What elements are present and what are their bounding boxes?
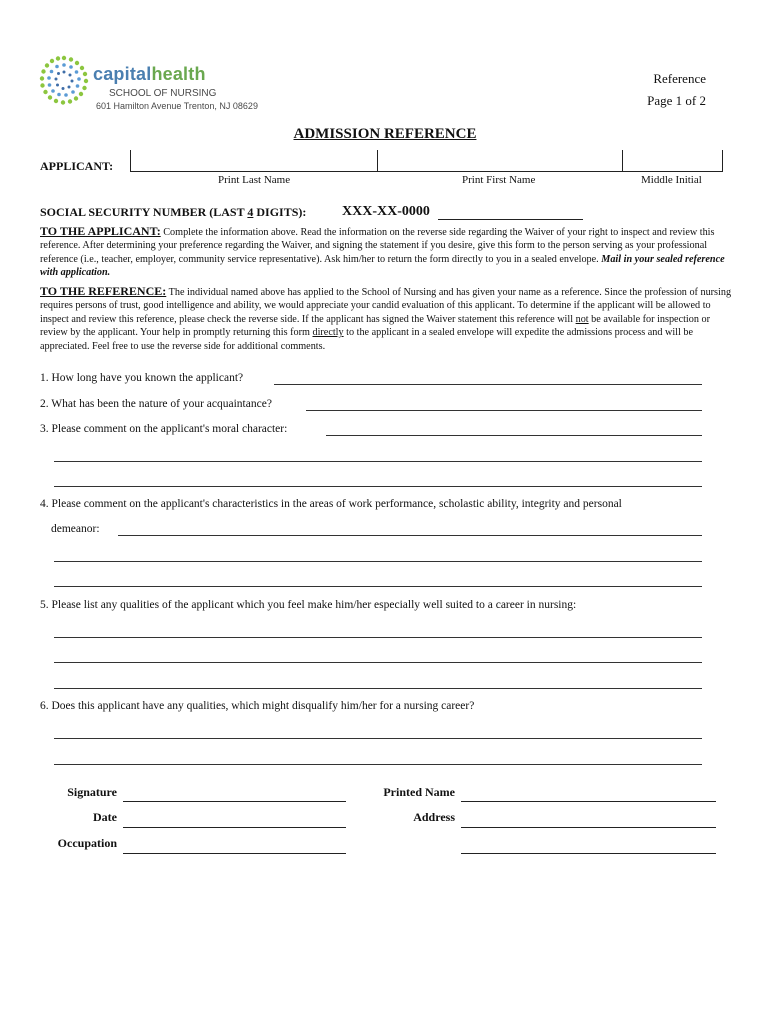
- question-5: 5. Please list any qualities of the applicant which you feel make him/her especially well suited to a career in nursing:: [40, 599, 577, 611]
- applicant-instructions: [40, 225, 732, 280]
- ssn-digit-count: 4: [247, 205, 254, 219]
- page-title: ADMISSION REFERENCE: [293, 126, 477, 142]
- question-3: 3. Please comment on the applicant's moral character:: [40, 423, 288, 435]
- ssn-label-text-end: DIGITS):: [253, 205, 307, 219]
- answer-line[interactable]: [54, 662, 702, 663]
- logo-name-capital: capital: [93, 64, 152, 84]
- applicant-instructions-body: Complete the information above. Read the information on the reverse side regarding the Waiver of your right to inspect and review this reference. After determining your preference regarding the Waiver, and signing the statement if you desire, give this form to the person serving as your professional reference (i.e., teacher, employer, community service representative). Ask him/her to return the form directly to you in a sealed envelope.: [40, 227, 715, 265]
- printed-name-field[interactable]: [461, 801, 716, 802]
- last-name-caption: Print Last Name: [218, 174, 291, 186]
- reference-instructions-body: The individual named above has applied to the School of Nursing and has given your name as a reference. Since the profession of nursing requires persons of trust, good intelligence and ability, we would appreciate your candid evaluation of this applicant. To determine if the applicant will be allowed to inspect and review this reference, please check the reverse side. If the applicant has signed the Waiver statement this reference will: [40, 287, 732, 325]
- address-field[interactable]: [461, 827, 716, 828]
- occupation-label: Occupation: [57, 836, 117, 850]
- logo-name-health: health: [151, 64, 206, 84]
- ssn-value: XXX-XX-0000: [342, 204, 430, 219]
- answer-line[interactable]: [54, 586, 702, 587]
- answer-line[interactable]: [54, 561, 702, 562]
- answer-line[interactable]: [118, 535, 702, 536]
- middle-initial-caption: Middle Initial: [641, 174, 702, 186]
- answer-line[interactable]: [54, 688, 702, 689]
- answer-line[interactable]: [54, 637, 702, 638]
- address-field-line-2[interactable]: [461, 853, 716, 854]
- reference-instructions: [40, 285, 732, 353]
- capital-health-logo-icon: [38, 54, 90, 106]
- ssn-label: [40, 205, 306, 220]
- logo-school-name: SCHOOL OF NURSING: [109, 88, 217, 99]
- occupation-field[interactable]: [123, 853, 346, 854]
- answer-line[interactable]: [274, 384, 702, 385]
- name-field-divider: [622, 150, 623, 171]
- date-field[interactable]: [123, 827, 346, 828]
- form-type-label: Reference: [653, 71, 706, 86]
- answer-line[interactable]: [54, 461, 702, 462]
- question-4: 4. Please comment on the applicant's characteristics in the areas of work performance, scholastic ability, integrity and personal: [40, 498, 622, 510]
- ssn-input-line[interactable]: [438, 219, 583, 220]
- directly-emphasis: directly: [312, 327, 344, 339]
- signature-label: Signature: [67, 785, 117, 799]
- not-emphasis: not: [575, 313, 589, 325]
- reference-instructions-heading: TO THE REFERENCE:: [40, 284, 167, 298]
- logo-address: 601 Hamilton Avenue Trenton, NJ 08629: [96, 101, 258, 111]
- question-4-continued: demeanor:: [51, 523, 100, 535]
- signature-field[interactable]: [123, 801, 346, 802]
- address-label: Address: [413, 810, 455, 824]
- mail-instruction: Mail in your sealed reference with application.: [40, 253, 725, 279]
- answer-line[interactable]: [54, 764, 702, 765]
- date-label: Date: [93, 810, 117, 824]
- answer-line[interactable]: [306, 410, 702, 411]
- printed-name-label: Printed Name: [383, 785, 455, 799]
- answer-line[interactable]: [326, 435, 702, 436]
- name-field-divider: [377, 150, 378, 171]
- page-number: Page 1 of 2: [647, 93, 706, 108]
- reference-instructions-body-2: be available for inspection or review by the applicant. Your help in promptly returning this form: [40, 313, 710, 339]
- applicant-instructions-heading: TO THE APPLICANT:: [40, 224, 161, 238]
- reference-instructions-body-3: to the applicant in a sealed envelope will expedite the admissions process and will be appreciated. Feel free to use the reverse side for additional comments.: [40, 327, 693, 352]
- answer-line[interactable]: [54, 486, 702, 487]
- first-name-caption: Print First Name: [462, 174, 536, 186]
- logo-wordmark: [93, 64, 206, 85]
- ssn-label-text: SOCIAL SECURITY NUMBER (LAST: [40, 205, 248, 219]
- question-1: 1. How long have you known the applicant?: [40, 372, 244, 384]
- question-2: 2. What has been the nature of your acquaintance?: [40, 398, 272, 410]
- applicant-name-field[interactable]: [130, 150, 723, 172]
- answer-line[interactable]: [54, 738, 702, 739]
- applicant-label: APPLICANT:: [40, 159, 114, 173]
- question-6: 6. Does this applicant have any qualities, which might disqualify him/her for a nursing career?: [40, 700, 475, 712]
